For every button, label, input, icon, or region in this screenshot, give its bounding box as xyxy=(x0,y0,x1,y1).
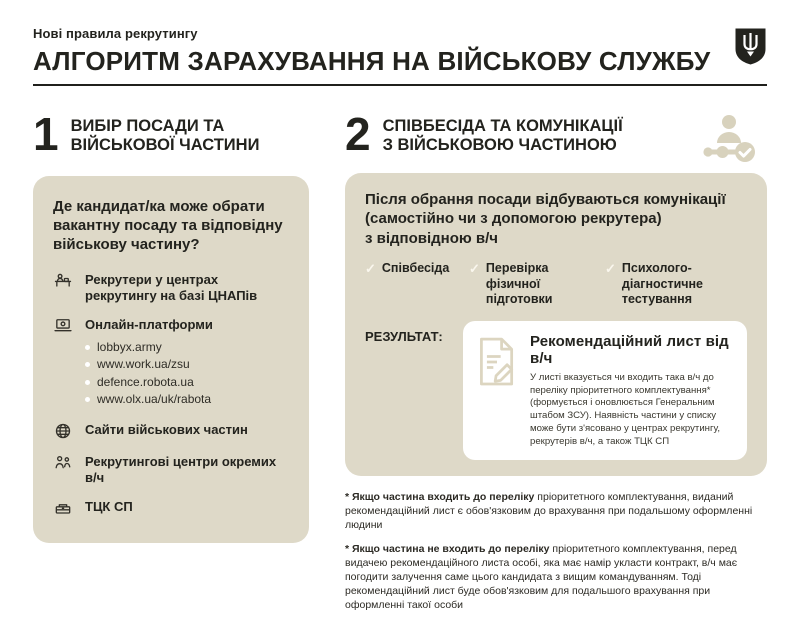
step1-section xyxy=(33,108,309,623)
recommendation-title: Рекомендаційний лист від в/ч xyxy=(530,332,729,367)
online-platforms-list xyxy=(85,339,213,409)
eyebrow-label: Нові правила рекрутингу xyxy=(33,26,198,41)
checklist xyxy=(365,261,747,308)
checklist-item: ✓ Співбесіда xyxy=(365,261,450,277)
step2-number: 2 xyxy=(345,108,370,161)
people-icon xyxy=(53,453,73,473)
document-pencil-icon xyxy=(475,335,519,389)
step2-box xyxy=(345,173,767,477)
footnote: * Якщо частина входить до переліку пріоритетного комплектування, виданий рекомендаційний лист є обов'язковим до врахування при подальшому оформленні людини xyxy=(345,491,753,532)
list-item: lobbyx.army xyxy=(85,339,213,357)
title-divider xyxy=(33,84,767,86)
step2-intro: Після обрання посади відбуваються комунікації (самостійно чи з допомогою рекрутера) з відповідною в/ч xyxy=(365,190,726,247)
list-item: www.olx.ua/uk/rabota xyxy=(85,391,213,409)
candidate-steps-check-icon xyxy=(699,113,761,172)
bullet-dot-icon xyxy=(85,345,90,350)
ukraine-trident-shield-icon xyxy=(734,27,767,67)
bullet-dot-icon xyxy=(85,380,90,385)
laptop-icon xyxy=(53,316,73,336)
result-label: РЕЗУЛЬТАТ: xyxy=(365,328,443,344)
step1-question: Де кандидат/ка може обрати вакантну посаду та відповідну військову частину? xyxy=(53,197,283,253)
desk-icon xyxy=(53,498,73,518)
step2-section xyxy=(345,108,767,623)
page-title: АЛГОРИТМ ЗАРАХУВАННЯ НА ВІЙСЬКОВУ СЛУЖБУ xyxy=(33,46,711,76)
list-item: defence.robota.ua xyxy=(85,374,213,392)
list-item: www.work.ua/zsu xyxy=(85,356,213,374)
checklist-item: ✓ Психолого-діагностичне тестування xyxy=(605,261,704,307)
list-item: Сайти військових частин xyxy=(53,420,291,441)
step1-number: 1 xyxy=(33,108,58,161)
list-item: Рекрутингові центри окремих в/ч xyxy=(53,452,291,487)
globe-icon xyxy=(53,421,73,441)
list-item: Онлайн-платформи lobbyx.army www.work.ua/zsu defence.robota.ua www.olx.ua/uk/rabota xyxy=(53,315,291,408)
step2-title: СПІВБЕСІДА ТА КОМУНІКАЦІЇ З ВІЙСЬКОВОЮ ЧАСТИНОЮ xyxy=(382,117,623,155)
result-row xyxy=(365,321,747,461)
footnote: * Якщо частина не входить до переліку пріоритетного комплектування, перед видачею рекомендаційного листа особі, яка має намір укласти контракт, в/ч має погодити залучення саме цього кандидата з вищим командуванням. Тоді рекомендаційний лист буде обов'язковим для подальшого врахування при оформленні такої особи xyxy=(345,543,738,612)
recommendation-card-body xyxy=(530,333,733,449)
recommendation-card xyxy=(463,321,747,461)
footnotes xyxy=(345,491,767,613)
list-item: ТЦК СП xyxy=(53,497,291,518)
check-icon: ✓ xyxy=(605,261,616,277)
list-item: Рекрутери у центрах рекрутингу на базі ЦНАПів xyxy=(53,270,291,305)
bullet-dot-icon xyxy=(85,397,90,402)
recommendation-text: У листі вказується чи входить така в/ч до переліку пріоритетного комплектування* (формується і оновлюється Генеральним штабом ЗСУ). Наявність частини у списку може бути з'ясовано у центрах рекрутингу, рекрутерів в/ч, а також ТЦК СП xyxy=(530,371,720,447)
step1-title: ВИБІР ПОСАДИ ТА ВІЙСЬКОВОЇ ЧАСТИНИ xyxy=(70,117,260,155)
check-icon: ✓ xyxy=(469,261,480,277)
bullet-dot-icon xyxy=(85,362,90,367)
step1-box xyxy=(33,176,309,543)
check-icon: ✓ xyxy=(365,261,376,277)
reception-desk-icon xyxy=(53,271,73,291)
checklist-item: ✓ Перевірка фізичної підготовки xyxy=(469,261,553,307)
